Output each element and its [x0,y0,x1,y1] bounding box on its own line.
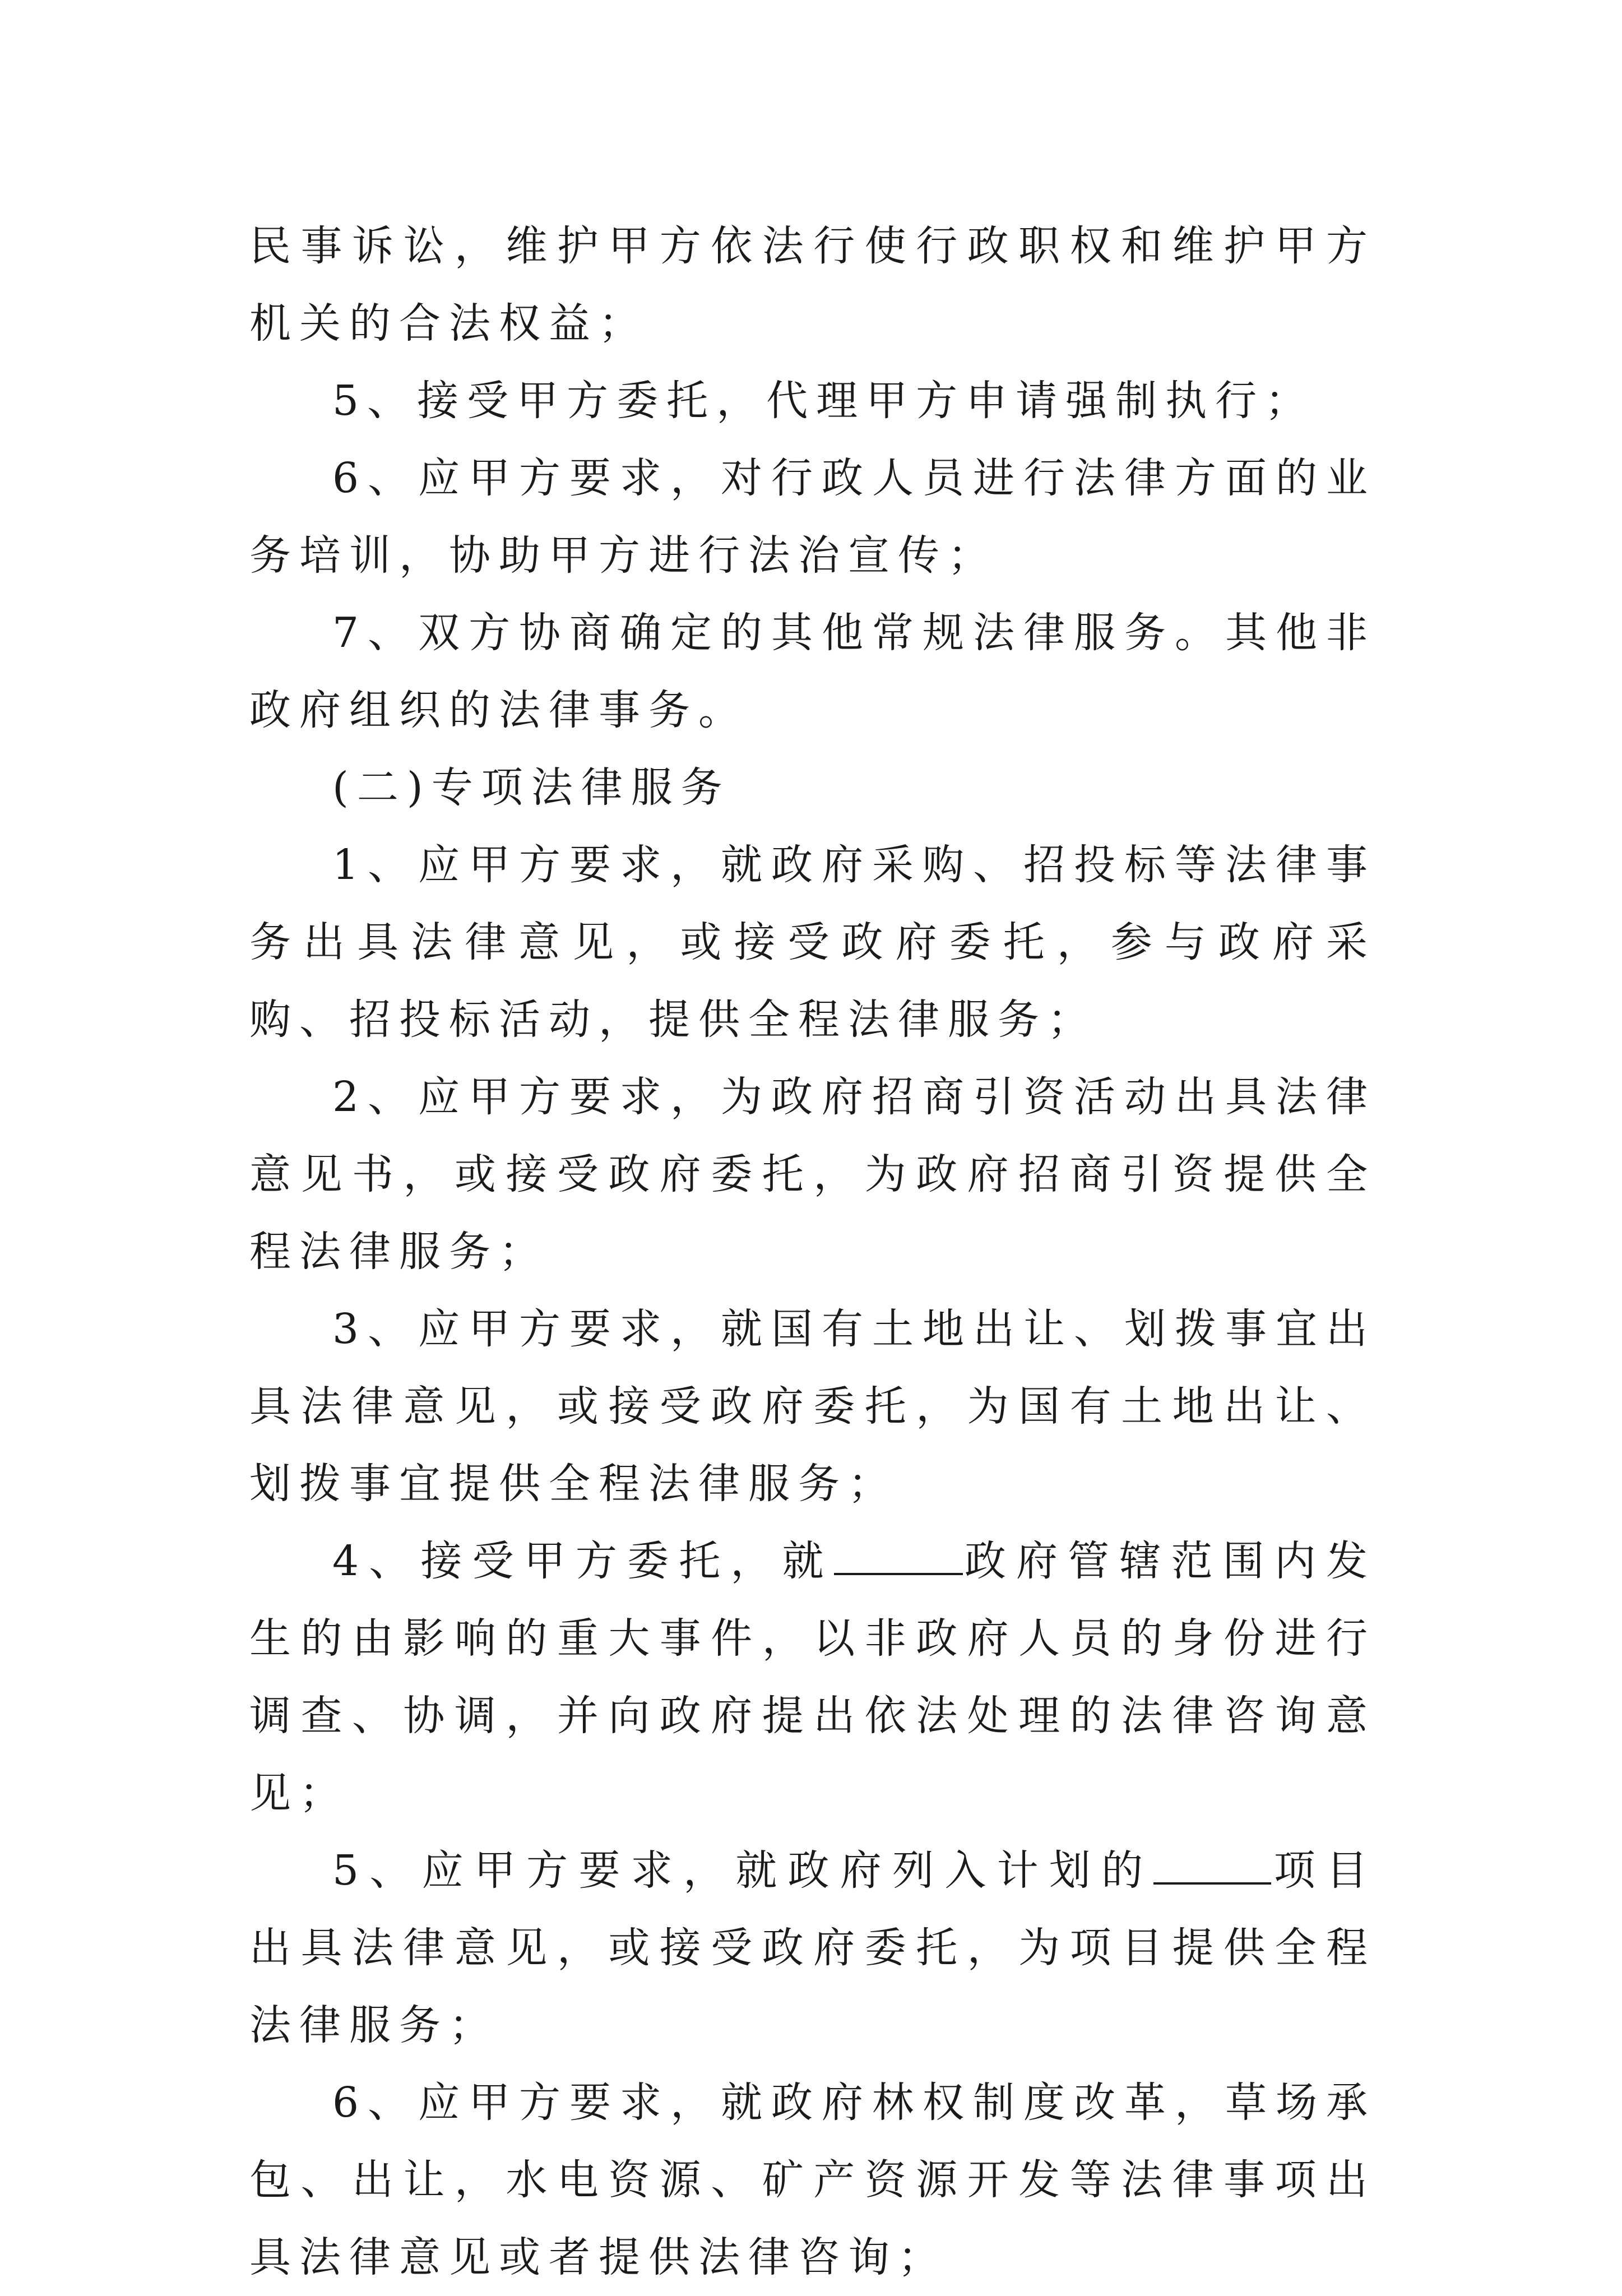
paragraph-text-part-2: 政府管辖范围内发生的由影响的重大事件，以非政府人员的身份进行调查、协调，并向政府提出依法处理的法律咨询意见； [249,1537,1376,1817]
fill-in-blank-line[interactable] [1153,1849,1271,1885]
paragraph-special-item-2-investment: 2、应甲方要求，为政府招商引资活动出具法律意见书，或接受政府委托，为政府招商引资提供全程法律服务； [249,1073,1376,1276]
paragraph-text-part-1: 4、接受甲方委托，就 [332,1537,834,1585]
paragraph-special-item-5-projects [249,1832,1376,2064]
paragraph-special-item-3-land: 3、应甲方要求，就国有土地出让、划拨事宜出具法律意见，或接受政府委托，为国有土地出让、划拨事宜提供全程法律服务； [249,1305,1376,1508]
paragraph-item-5-enforcement: 5、接受甲方委托，代理甲方申请强制执行； [332,377,1315,425]
paragraph-continuation: 民事诉讼，维护甲方依法行使行政职权和维护甲方机关的合法权益； [249,222,1376,348]
paragraph-special-item-6-resources: 6、应甲方要求，就政府林权制度改革，草场承包、出让，水电资源、矿产资源开发等法律事项出具法律意见或者提供法律咨询； [249,2079,1376,2281]
fill-in-blank-line[interactable] [834,1539,963,1575]
paragraph-special-item-4-major-events [249,1522,1376,1832]
paragraph-special-item-1-procurement: 1、应甲方要求，就政府采购、招投标等法律事务出具法律意见，或接受政府委托，参与政府采购、招投标活动，提供全程法律服务； [249,841,1376,1044]
paragraph-item-7-other-services: 7、双方协商确定的其他常规法律服务。其他非政府组织的法律事务。 [249,609,1376,734]
document-body [249,207,1376,2296]
section-heading-special-legal-services: (二)专项法律服务 [332,763,731,812]
paragraph-text-part-1: 5、应甲方要求，就政府列入计划的 [332,1846,1154,1895]
paragraph-item-6-training: 6、应甲方要求，对行政人员进行法律方面的业务培训，协助甲方进行法治宣传； [249,454,1376,580]
paragraph-text-part-2: 项目出具法律意见，或接受政府委托，为项目提供全程法律服务； [249,1846,1376,2049]
